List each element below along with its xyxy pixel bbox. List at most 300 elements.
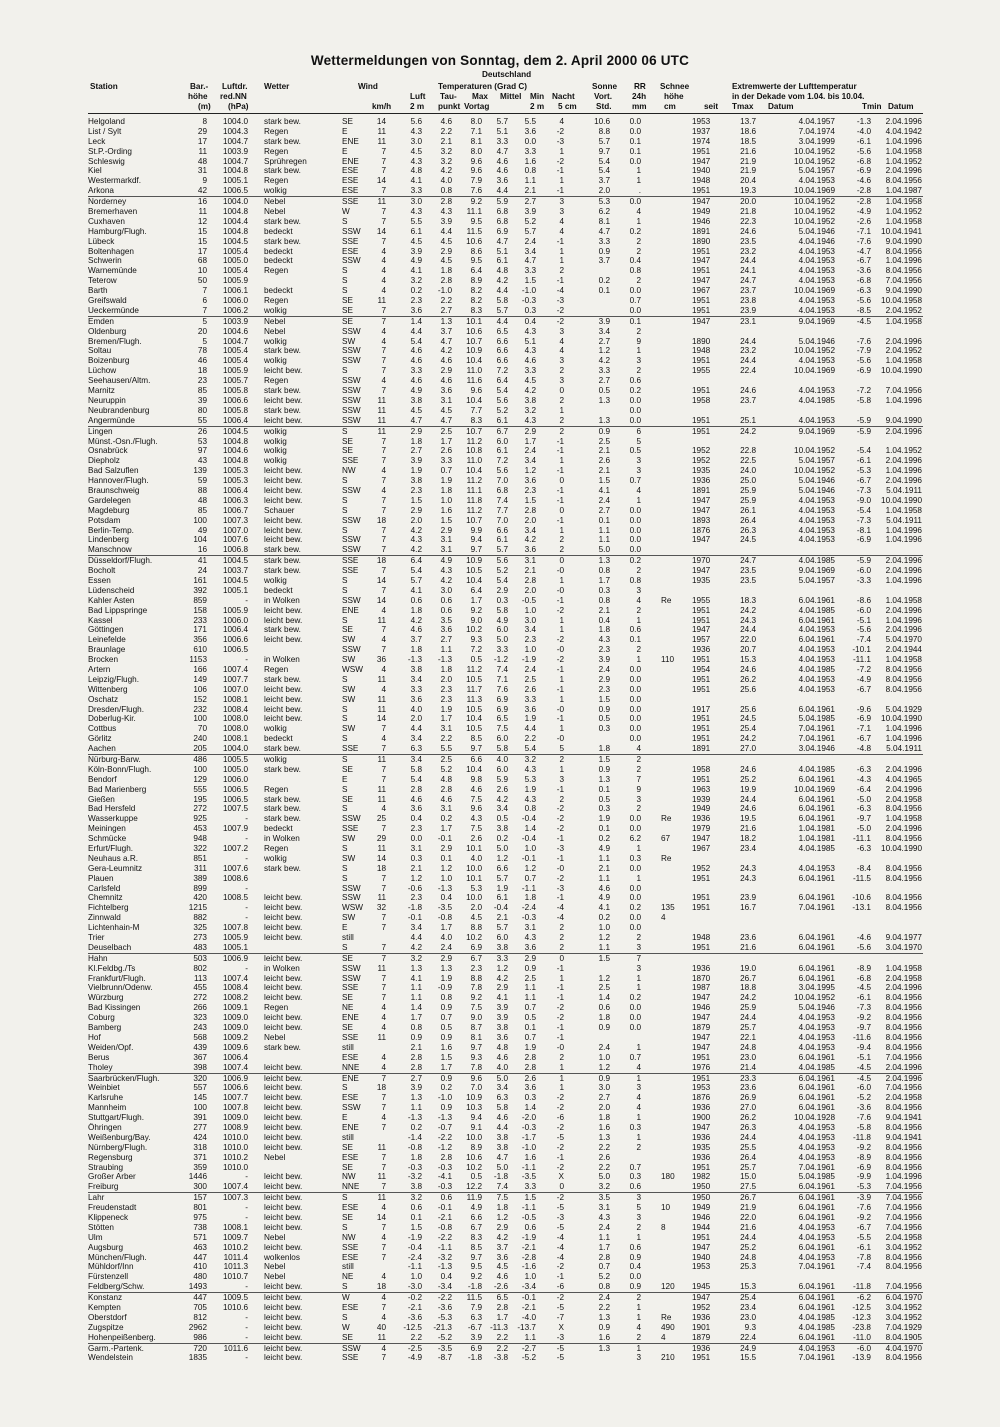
cell-tmin-date: 1.04.1958	[885, 505, 922, 515]
cell-temp-air: 3.0	[410, 197, 422, 207]
cell-temp-air: 0.0	[410, 834, 422, 844]
cell-tmax-date: 4.04.1953	[798, 645, 835, 655]
cell-mean: 5.7	[496, 923, 508, 933]
cell-station: Manschnow	[88, 545, 132, 555]
cell-height: 240	[193, 734, 207, 744]
cell-wind-dir: SSW	[342, 405, 361, 415]
cell-mean: -3.8	[493, 1353, 508, 1363]
cell-tmax: 24.4	[740, 1232, 756, 1242]
cell-tmin-date: 8.04.1956	[885, 1032, 922, 1042]
cell-tmax-date: 6.04.1961	[798, 1083, 835, 1093]
cell-precip: 1	[636, 1132, 641, 1142]
cell-sun-hours: 1.1	[598, 873, 610, 883]
cell-since: 1947	[692, 197, 711, 207]
cell-wind-speed: 4	[381, 336, 386, 346]
cell-min-2m: 0.0	[524, 136, 536, 146]
cell-weather: Regen	[264, 784, 289, 794]
cell-mean: 6.9	[496, 226, 508, 236]
cell-height: 859	[193, 595, 207, 605]
cell-precip: 0.4	[629, 1262, 641, 1272]
cell-station: Bremen/Flugh.	[88, 336, 142, 346]
cell-wind-dir: S	[342, 1282, 348, 1292]
cell-dewpoint: -3.6	[437, 1302, 452, 1312]
cell-mean: 3.9	[496, 1003, 508, 1013]
cell-wind-dir: SE	[342, 764, 353, 774]
cell-station: Münst.-Osn./Flugh.	[88, 436, 158, 446]
cell-station: Hannover/Flugh.	[88, 476, 149, 486]
cell-since: 1936	[692, 963, 711, 973]
cell-dewpoint: -2.2	[437, 1232, 452, 1242]
cell-wind-speed: 4	[381, 326, 386, 336]
cell-min-5cm: 1	[559, 246, 564, 256]
cell-tmax-date: 4.04.1953	[798, 535, 835, 545]
cell-pressure: 1006.4	[222, 1052, 248, 1062]
cell-min-5cm: -4	[556, 1232, 564, 1242]
cell-tmax-date: 4.04.1953	[798, 1132, 835, 1142]
cell-since: 1952	[692, 1302, 711, 1312]
cell-min-2m: 1.0	[524, 645, 536, 655]
table-row	[88, 227, 923, 237]
cell-precip: 1	[636, 495, 641, 505]
cell-wind-dir: S	[342, 755, 348, 764]
cell-wind-dir: SE	[342, 1162, 353, 1172]
cell-wind-speed: 11	[377, 1142, 386, 1152]
cell-wind-dir: SSW	[342, 346, 361, 356]
cell-tmin-date: 8.04.1956	[885, 1152, 922, 1162]
cell-height: 391	[193, 1113, 207, 1123]
cell-max-prev: 8.1	[470, 1032, 482, 1042]
cell-snow: Re	[661, 595, 672, 605]
cell-tmin-date: 1.04.1996	[885, 136, 922, 146]
cell-tmin: -9.0	[856, 495, 871, 505]
cell-height: 320	[193, 1073, 207, 1083]
cell-height: 392	[193, 585, 207, 595]
cell-min-2m: 0.7	[524, 1003, 536, 1013]
cell-station: Oschatz	[88, 694, 119, 704]
cell-tmax-date: 5.04.1946	[798, 1003, 835, 1013]
cell-mean: 5.7	[496, 305, 508, 315]
cell-mean: 0.3	[496, 595, 508, 605]
cell-mean: 5.6	[496, 556, 508, 566]
cell-max-prev: 10.6	[466, 326, 482, 336]
header-station: Station	[90, 82, 118, 91]
cell-since: 1901	[692, 1322, 711, 1332]
cell-mean: 4.4	[496, 186, 508, 196]
cell-temp-air: -3.0	[407, 1282, 422, 1292]
cell-dewpoint: 2.3	[440, 684, 452, 694]
cell-min-2m: 2.5	[524, 973, 536, 983]
cell-wind-dir: E	[342, 126, 348, 136]
cell-tmin-date: 9.04.1977	[885, 933, 922, 943]
cell-mean: 2.9	[496, 585, 508, 595]
header-datum-min: Datum	[888, 102, 914, 111]
table-row	[88, 166, 923, 176]
cell-max-prev: 10.8	[466, 446, 482, 456]
cell-mean: 7.4	[496, 1182, 508, 1192]
cell-temp-air: 3.4	[410, 674, 422, 684]
cell-snow: 10	[661, 1203, 671, 1213]
cell-tmin-date: 8.04.1956	[885, 804, 922, 814]
cell-temp-air: -0.4	[407, 1242, 422, 1252]
cell-weather: leicht bew.	[264, 1343, 303, 1353]
cell-mean: 7.5	[496, 1193, 508, 1203]
cell-tmin-date: 1.04.1958	[885, 655, 922, 665]
cell-station: Braunschweig	[88, 485, 140, 495]
cell-sun-hours: 2.4	[598, 664, 610, 674]
cell-tmax-date: 4.04.1946	[798, 236, 835, 246]
cell-min-2m: -3.5	[521, 1172, 536, 1182]
table-row	[88, 785, 923, 795]
cell-temp-air: 2.3	[410, 824, 422, 834]
cell-temp-air: 1.0	[410, 1272, 422, 1282]
cell-max-prev: 10.4	[466, 395, 482, 405]
cell-min-2m: 2.4	[524, 446, 536, 456]
cell-wind-speed: 7	[381, 1222, 386, 1232]
cell-temp-air: 2.0	[410, 714, 422, 724]
cell-wind-dir: S	[342, 1193, 348, 1203]
cell-tmin-date: 2.04.1996	[885, 456, 922, 466]
cell-wind-speed: 4	[381, 1023, 386, 1033]
cell-sun-hours: 5.4	[598, 156, 610, 166]
cell-pressure: 1006.2	[222, 305, 248, 315]
cell-tmax-date: 4.04.1985	[798, 764, 835, 774]
table-row	[88, 516, 923, 526]
cell-min-5cm: -2	[556, 1142, 564, 1152]
cell-max-prev: 7.5	[470, 824, 482, 834]
table-row	[88, 247, 923, 257]
cell-weather: bedeckt	[264, 246, 293, 256]
cell-weather: leicht bew.	[264, 694, 303, 704]
cell-temp-air: 4.3	[410, 156, 422, 166]
cell-sun-hours: 1.8	[598, 1013, 610, 1023]
cell-tmax: 26.2	[740, 1113, 756, 1123]
cell-height: 410	[193, 1262, 207, 1272]
cell-tmin-date: 1.04.1958	[885, 197, 922, 207]
cell-min-2m: 3.9	[524, 207, 536, 217]
cell-tmin: -11.0	[852, 1332, 871, 1342]
cell-pressure: 1005.9	[222, 933, 248, 943]
cell-precip: 4	[636, 744, 641, 754]
cell-tmax: 24.6	[740, 664, 756, 674]
cell-pressure: 1009.6	[222, 1042, 248, 1052]
cell-max-prev: 9.7	[470, 744, 482, 754]
header-schnee-hoehe: höhe	[664, 92, 684, 101]
cell-tmin-date: 8.04.1956	[885, 1162, 922, 1172]
cell-tmin: -7.3	[856, 1003, 871, 1013]
cell-sun-hours: 3.7	[598, 256, 610, 266]
cell-min-5cm: 2	[559, 933, 564, 943]
cell-height: 447	[193, 1252, 207, 1262]
cell-since: 1947	[692, 1013, 711, 1023]
cell-dewpoint: 4.2	[440, 166, 452, 176]
cell-weather: leicht bew.	[264, 1103, 303, 1113]
cell-mean: 7.2	[496, 366, 508, 376]
cell-wind-speed: 7	[381, 186, 386, 196]
cell-sun-hours: 3.5	[598, 1193, 610, 1203]
cell-wind-speed: 7	[381, 346, 386, 356]
cell-mean: 4.6	[496, 156, 508, 166]
cell-tmax: 23.0	[740, 1052, 756, 1062]
cell-height: 720	[193, 1343, 207, 1353]
cell-wind-dir: SSW	[342, 814, 361, 824]
table-row	[88, 1073, 923, 1084]
cell-tmax-date: 4.04.1985	[798, 1062, 835, 1072]
cell-tmax: 24.4	[740, 356, 756, 366]
cell-tmin: -5.3	[856, 466, 871, 476]
cell-weather: stark bew.	[264, 405, 301, 415]
cell-sun-hours: 1.3	[598, 1132, 610, 1142]
cell-tmax-date: 10.04.1952	[794, 446, 835, 456]
cell-min-2m: -0.3	[521, 296, 536, 306]
cell-height: 812	[193, 1312, 207, 1322]
cell-sun-hours: 10.6	[594, 117, 610, 126]
cell-tmax: 15.0	[740, 1172, 756, 1182]
cell-temp-air: 0.1	[410, 1212, 422, 1222]
cell-min-2m: -1.9	[521, 1232, 536, 1242]
cell-precip: 0.0	[629, 415, 641, 425]
cell-weather: leicht bew.	[264, 1182, 303, 1192]
cell-precip: 2	[636, 1222, 641, 1232]
cell-tmin: -5.6	[856, 625, 871, 635]
cell-station: Boltenhagen	[88, 246, 134, 256]
cell-station: Kiel	[88, 166, 102, 176]
cell-since: 1936	[692, 1132, 711, 1142]
cell-tmin: -6.7	[856, 1222, 871, 1232]
cell-since: 1936	[692, 1312, 711, 1322]
cell-since: 1951	[692, 146, 711, 156]
cell-tmax: 18.6	[740, 126, 756, 136]
cell-tmin-date: 1.04.1996	[885, 615, 922, 625]
cell-pressure: 1006.6	[222, 1083, 248, 1093]
cell-wind-speed: 11	[377, 1332, 386, 1342]
cell-height: 42	[197, 186, 207, 196]
cell-tmin: -4.7	[856, 246, 871, 256]
cell-height: 97	[197, 446, 207, 456]
table-row	[88, 744, 923, 754]
cell-tmax-date: 7.04.1961	[798, 1162, 835, 1172]
cell-sun-hours: 2.7	[598, 336, 610, 346]
cell-min-2m: 3.3	[524, 694, 536, 704]
cell-wind-speed: 7	[381, 1093, 386, 1103]
cell-precip: 0.9	[629, 1252, 641, 1262]
cell-min-5cm: -3	[556, 1332, 564, 1342]
cell-dewpoint: 4.7	[440, 415, 452, 425]
cell-wind-dir: S	[342, 804, 348, 814]
header-schnee: Schnee	[660, 82, 690, 91]
cell-tmax: 24.8	[740, 1252, 756, 1262]
cell-precip: 0.0	[629, 1013, 641, 1023]
cell-dewpoint: 2.8	[440, 784, 452, 794]
cell-mean: 5.8	[496, 1103, 508, 1113]
cell-tmax-date: 6.04.1961	[798, 635, 835, 645]
cell-max-prev: 7.8	[470, 1062, 482, 1072]
cell-tmax-date: 10.04.1952	[794, 993, 835, 1003]
cell-tmax-date: 9.04.1969	[798, 566, 835, 576]
cell-max-prev: 10.7	[466, 426, 482, 436]
cell-wind-dir: SSW	[342, 485, 361, 495]
cell-weather: leicht bew.	[264, 913, 303, 923]
cell-dewpoint: -1.3	[437, 1113, 452, 1123]
cell-tmax: 23.9	[740, 893, 756, 903]
cell-mean: 2.1	[496, 913, 508, 923]
cell-snow: 135	[661, 903, 675, 913]
cell-weather: leicht bew.	[264, 1172, 303, 1182]
cell-precip: 4	[636, 1062, 641, 1072]
cell-temp-air: -3.2	[407, 1172, 422, 1182]
cell-weather: Nebel	[264, 1272, 286, 1282]
cell-wind-speed: 4	[381, 684, 386, 694]
cell-since: 1955	[692, 366, 711, 376]
cell-wind-dir: SSW	[342, 883, 361, 893]
cell-tmin-date: 7.04.1956	[885, 1182, 922, 1192]
cell-tmin-date: 8.04.1956	[885, 1013, 922, 1023]
cell-mean: 5.1	[496, 126, 508, 136]
cell-sun-hours: 2.1	[598, 446, 610, 456]
cell-since: 1963	[692, 784, 711, 794]
cell-pressure: -	[245, 853, 248, 863]
cell-wind-speed: 7	[381, 305, 386, 315]
cell-since: 1947	[692, 505, 711, 515]
cell-station: Augsburg	[88, 1242, 124, 1252]
cell-tmin-date: 2.04.1958	[885, 1232, 922, 1242]
cell-station: Frankfurt/Flugh.	[88, 973, 146, 983]
cell-pressure: 1006.5	[222, 645, 248, 655]
cell-tmax-date: 4.04.1953	[798, 276, 835, 286]
cell-temp-air: 2.3	[410, 893, 422, 903]
cell-tmax-date: 5.04.1957	[798, 456, 835, 466]
cell-sun-hours: 0.1	[598, 515, 610, 525]
cell-since: 1951	[692, 684, 711, 694]
cell-dewpoint: 3.2	[440, 156, 452, 166]
cell-wind-dir: ESE	[342, 1093, 359, 1103]
cell-min-5cm: 3	[559, 197, 564, 207]
cell-tmin: -11.5	[852, 873, 871, 883]
table-row	[88, 903, 923, 913]
cell-since: 1955	[692, 595, 711, 605]
cell-precip: 3	[636, 466, 641, 476]
cell-station: Ulm	[88, 1232, 103, 1242]
cell-min-2m: -0.1	[521, 1293, 536, 1303]
cell-sun-hours: 3.3	[598, 236, 610, 246]
cell-max-prev: 11.2	[466, 664, 482, 674]
cell-tmin-date: 2.04.1996	[885, 566, 922, 576]
table-row	[88, 1083, 923, 1093]
cell-min-2m: 3.3	[524, 266, 536, 276]
cell-temp-air: 2.8	[410, 784, 422, 794]
cell-station: Lichtenhain-M	[88, 923, 140, 933]
cell-wind-dir: SE	[342, 296, 353, 306]
cell-tmax-date: 6.04.1961	[798, 804, 835, 814]
cell-tmin: -7.2	[856, 386, 871, 396]
cell-tmin-date: 7.04.1956	[885, 1282, 922, 1292]
cell-wind-speed: 11	[377, 794, 386, 804]
cell-tmax: 22.5	[740, 456, 756, 466]
cell-wind-speed: 11	[377, 126, 386, 136]
cell-min-5cm: -0	[556, 704, 564, 714]
cell-min-5cm: -1	[556, 166, 564, 176]
cell-temp-air: 0.8	[410, 1023, 422, 1033]
cell-sun-hours: 0.3	[598, 585, 610, 595]
cell-tmin: -9.6	[856, 704, 871, 714]
cell-wind-speed: 4	[381, 266, 386, 276]
cell-tmin-date: 1.04.1996	[885, 724, 922, 734]
cell-mean: 5.1	[496, 246, 508, 256]
cell-station: Berus	[88, 1052, 110, 1062]
cell-max-prev: 11.0	[466, 456, 482, 466]
cell-min-5cm: -1	[556, 993, 564, 1003]
cell-station: Zinnwald	[88, 913, 121, 923]
cell-max-prev: 9.9	[470, 525, 482, 535]
cell-since: 1945	[692, 1282, 711, 1292]
table-row	[88, 705, 923, 715]
cell-wind-speed: 7	[381, 764, 386, 774]
table-row	[88, 933, 923, 943]
cell-pressure: 1003.7	[222, 566, 248, 576]
cell-pressure: -	[245, 913, 248, 923]
cell-tmax-date: 1.04.1981	[798, 834, 835, 844]
table-row	[88, 1163, 923, 1173]
cell-pressure: 1005.1	[222, 176, 248, 186]
cell-wind-dir: SW	[342, 694, 356, 704]
table-row	[88, 616, 923, 626]
cell-height: 195	[193, 794, 207, 804]
cell-temp-air: 2.9	[410, 426, 422, 436]
cell-wind-speed: 11	[377, 395, 386, 405]
cell-station: Bad Salzuflen	[88, 466, 139, 476]
cell-min-5cm: -0	[556, 734, 564, 744]
cell-wind-dir: SSW	[342, 535, 361, 545]
cell-sun-hours: 2.2	[598, 1162, 610, 1172]
cell-min-5cm: -1	[556, 236, 564, 246]
cell-precip: 4	[636, 207, 641, 217]
cell-sun-hours: 4.1	[598, 903, 610, 913]
cell-mean: 5.7	[496, 545, 508, 555]
cell-sun-hours: 4.7	[598, 226, 610, 236]
cell-pressure: 1009.0	[222, 1023, 248, 1033]
cell-weather: leicht bew.	[264, 903, 303, 913]
cell-wind-dir: SE	[342, 993, 353, 1003]
cell-tmin-date: 1.04.1958	[885, 316, 922, 326]
cell-since: 1951	[692, 873, 711, 883]
cell-max-prev: 9.7	[470, 545, 482, 555]
cell-since: 1951	[692, 734, 711, 744]
cell-station: Leck	[88, 136, 106, 146]
cell-wind-dir: E	[342, 923, 348, 933]
cell-tmin-date: 2.04.1958	[885, 973, 922, 983]
cell-wind-dir: SSE	[342, 744, 359, 754]
cell-station: Mannheim	[88, 1103, 127, 1113]
cell-tmax: 21.6	[740, 824, 756, 834]
cell-pressure: 1006.5	[222, 794, 248, 804]
cell-tmax-date: 5.04.1957	[798, 166, 835, 176]
cell-temp-air: -2.4	[407, 1252, 422, 1262]
cell-precip: 0.2	[629, 386, 641, 396]
cell-tmax: 25.2	[740, 774, 756, 784]
table-row	[88, 1353, 923, 1363]
cell-mean: 5.0	[496, 1162, 508, 1172]
cell-wind-speed: 7	[381, 1122, 386, 1132]
cell-wind-speed: 7	[381, 1073, 386, 1083]
cell-wind-dir: SW	[342, 684, 356, 694]
cell-wind-dir: ESE	[342, 246, 359, 256]
cell-weather: leicht bew.	[264, 983, 303, 993]
cell-station: Magdeburg	[88, 505, 130, 515]
cell-tmax: 26.2	[740, 674, 756, 684]
cell-since: 1951	[692, 296, 711, 306]
cell-tmax: 21.9	[740, 156, 756, 166]
cell-dewpoint: -21.3	[433, 1322, 452, 1332]
cell-max-prev: 10.9	[466, 556, 482, 566]
